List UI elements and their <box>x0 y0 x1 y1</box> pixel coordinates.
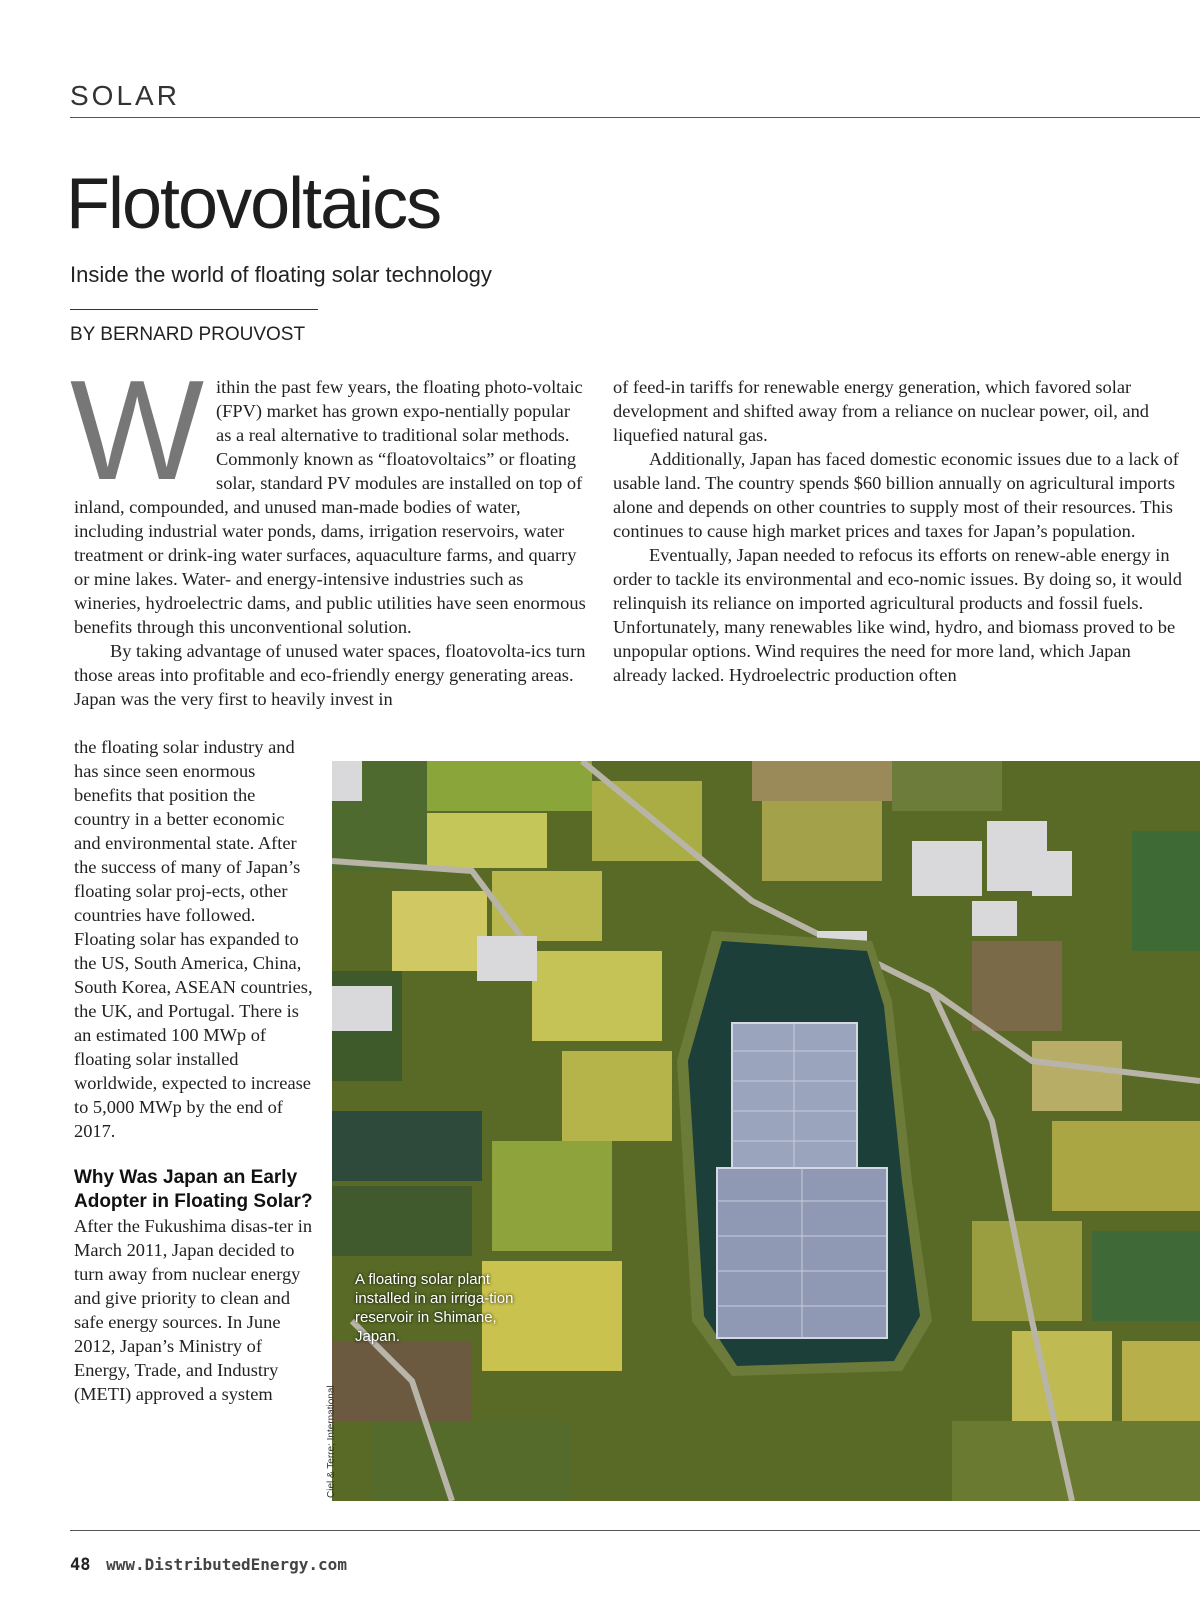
paragraph-japan-invest-continued: the floating solar industry and has since seen enormous benefits that position the country in a better economic and environmental state. After the success of many of Japan’s floating solar proj-ects, other countries have followed. Floating solar has expanded to the US, South America, China, South Korea, ASEAN countries, the UK, and Portugal. There is an estimated 100 MWp of floating solar installed worldwide, expected to increase to 5,000 MWp by the end of 2017. <box>74 737 313 1141</box>
section-heading: Why Was Japan an Early Adopter in Floating Solar? <box>74 1167 313 1212</box>
section-label: SOLAR <box>70 80 180 111</box>
article-subtitle: Inside the world of floating solar technology <box>70 262 492 287</box>
paragraph-fukushima: After the Fukushima disas-ter in March 2011, Japan decided to turn away from nuclear energy and give priority to clean and safe energy sources. In June 2012, Japan’s Ministry of Energy, Trade, and Industry (METI) approved a system <box>74 1216 313 1404</box>
drop-cap: W <box>70 351 205 510</box>
footer-rule <box>70 1530 1200 1531</box>
article-column-1-narrow <box>74 735 314 1406</box>
aerial-photo <box>332 761 1200 1501</box>
paragraph-feed-in-tariffs: of feed-in tariffs for renewable energy generation, which favored solar development and shifted away from a reliance on nuclear power, oil, and liquefied natural gas. <box>613 377 1149 445</box>
aerial-photo-illustration <box>332 761 1200 1501</box>
header-rule <box>70 117 1200 118</box>
byline: BY BERNARD PROUVOST <box>70 324 306 345</box>
paragraph-renewables: Eventually, Japan needed to refocus its efforts on renew-able energy in order to tackle its environmental and eco-nomic issues. By doing so, it would relinquish its reliance on imported agricultural products and fossil fuels. Unfortunately, many renewables like wind, hydro, and biomass proved to be unpopular options. Wind requires the need for more land, which Japan already lacked. Hydroelectric production often <box>613 545 1182 685</box>
page-number: 48 <box>70 1555 91 1575</box>
paragraph-economic-issues: Additionally, Japan has faced domestic economic issues due to a lack of usable land. The country spends $60 billion annually on agricultural imports alone and depends on other countries to supply most of their resources. This continues to cause high market prices and taxes for Japan’s population. <box>613 449 1179 541</box>
paragraph-japan-invest: By taking advantage of unused water spaces, floatovolta-ics turn those areas into profitable and eco-friendly energy generating areas. Japan was the very first to heavily invest in <box>74 641 586 709</box>
photo-credit: Ciel & Terre; International <box>326 1385 337 1498</box>
photo-caption: A floating solar plant installed in an irriga-tion reservoir in Shimane, Japan. <box>355 1271 514 1345</box>
footer-url[interactable]: www.DistributedEnergy.com <box>106 1555 347 1574</box>
paragraph-intro: ithin the past few years, the floating photo-voltaic (FPV) market has grown expo-nentially popular as a real alternative to traditional solar methods. Commonly known as “floatovoltaics” or floating solar, standard PV modules are installed on top of inland, compounded, and unused man-made bodies of water, including industrial water ponds, dams, irrigation reservoirs, water treatment or drink-ing water surfaces, aquaculture farms, and quarry or mine lakes. Water- and energy-intensive industries such as wineries, hydroelectric dams, and public utilities have seen enormous benefits through this unconventional solution. <box>74 377 586 637</box>
byline-rule <box>70 309 318 310</box>
page-footer <box>70 1555 347 1575</box>
article-title: Flotovoltaics <box>66 164 441 244</box>
article-column-2 <box>613 375 1183 687</box>
article-column-1 <box>70 351 586 711</box>
